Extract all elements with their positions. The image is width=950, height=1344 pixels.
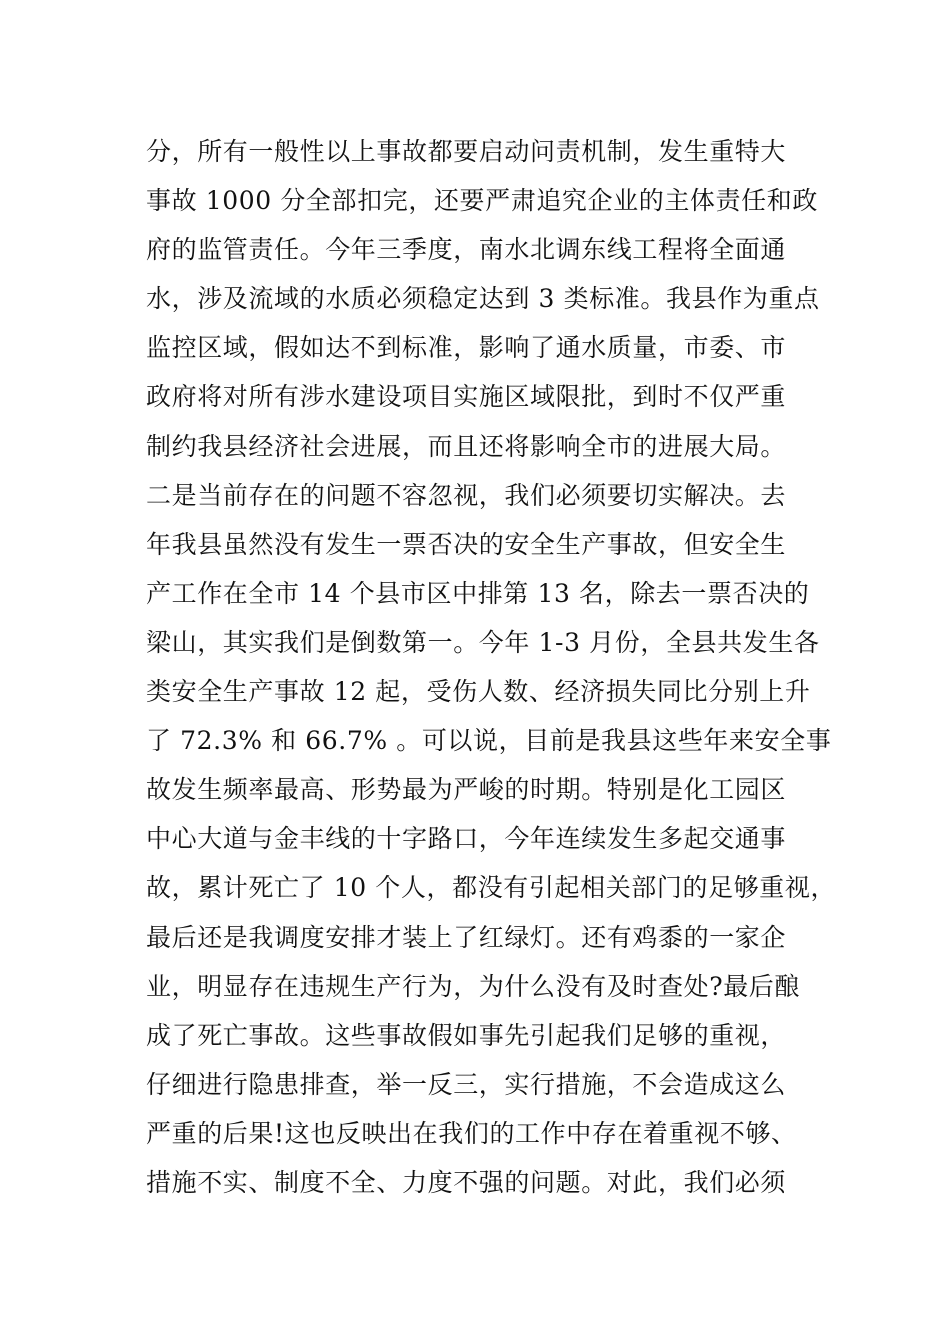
text-line: 故发生频率最高、形势最为严峻的时期。特别是化工园区 <box>146 775 787 805</box>
text-line: 最后还是我调度安排才装上了红绿灯。还有鸡黍的一家企 <box>146 922 787 952</box>
text-line: 中心大道与金丰线的十字路口，今年连续发生多起交通事 <box>146 824 787 854</box>
text-line: 府的监管责任。今年三季度，南水北调东线工程将全面通 <box>146 235 787 265</box>
text-line: 严重的后果!这也反映出在我们的工作中存在着重视不够、 <box>146 1118 797 1148</box>
text-line: 梁山，其实我们是倒数第一。今年 1-3 月份，全县共发生各 <box>146 627 820 657</box>
text-line: 故，累计死亡了 10 个人，都没有引起相关部门的足够重视， <box>146 873 837 903</box>
text-line: 制约我县经济社会进展，而且还将影响全市的进展大局。 <box>146 431 787 461</box>
text-line: 措施不实、制度不全、力度不强的问题。对此，我们必须 <box>146 1167 787 1197</box>
text-line: 年我县虽然没有发生一票否决的安全生产事故，但安全生 <box>146 529 787 559</box>
text-line: 仔细进行隐患排查，举一反三，实行措施，不会造成这么 <box>146 1069 787 1099</box>
text-line: 分，所有一般性以上事故都要启动问责机制，发生重特大 <box>146 137 787 166</box>
text-line: 二是当前存在的问题不容忽视，我们必须要切实解决。去 <box>146 480 787 510</box>
text-line: 成了死亡事故。这些事故假如事先引起我们足够的重视， <box>146 1020 787 1050</box>
text-line: 类安全生产事故 12 起，受伤人数、经济损失同比分别上升 <box>146 677 811 707</box>
text-line: 产工作在全市 14 个县市区中排第 13 名，除去一票否决的 <box>146 578 810 608</box>
text-line: 事故 1000 分全部扣完，还要严肃追究企业的主体责任和政 <box>146 186 818 216</box>
body-text <box>146 127 836 1207</box>
text-line: 水，涉及流域的水质必须稳定达到 3 类标准。我县作为重点 <box>146 284 820 314</box>
text-line: 政府将对所有涉水建设项目实施区域限批，到时不仅严重 <box>146 382 787 412</box>
text-line: 监控区域，假如达不到标准，影响了通水质量，市委、市 <box>146 333 787 363</box>
text-line: 业，明显存在违规生产行为，为什么没有及时查处?最后酿 <box>146 971 801 1001</box>
text-line: 了 72.3% 和 66.7% 。可以说，目前是我县这些年来安全事 <box>146 726 832 756</box>
